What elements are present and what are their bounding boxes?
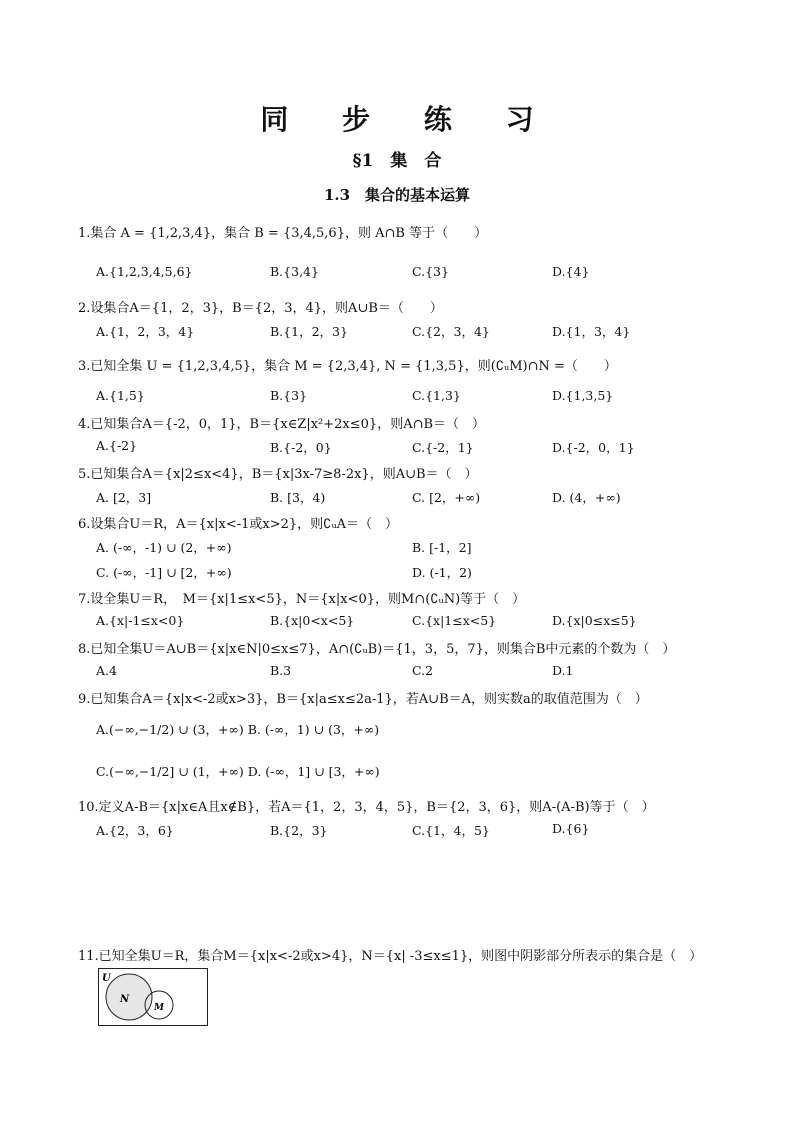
option-c: C.{1，4，5}: [412, 823, 490, 838]
option-a: A.4: [96, 663, 117, 678]
option-a: A.{1,5}: [96, 388, 145, 403]
option-b: B.{1，2，3}: [270, 324, 348, 339]
option-d: D.{4}: [552, 264, 590, 279]
question-3-stem: 3.已知全集 U = {1,2,3,4,5}，集合 M = {2,3,4}, N = {1,3,5}，则(∁ᵤM)∩N =（ ）: [78, 359, 617, 374]
question-3-options: [96, 388, 776, 406]
question-5-stem: 5.已知集合A＝{x|2≤x<4}，B＝{x|3x-7≥8-2x}，则A∪B＝（ ）: [78, 467, 478, 482]
option-b: B.{3}: [270, 388, 308, 403]
question-11-stem: 11.已知全集U＝R，集合M＝{x|x<-2或x>4}，N＝{x| -3≤x≤1}，则图中阴影部分所表示的集合是（ ）: [78, 949, 703, 964]
question-5-options: [96, 488, 776, 506]
question-9-options-line-2: C.(−∞,−1/2] ∪ (1，+∞) D. (-∞，1] ∪ [3，+∞): [96, 764, 380, 779]
option-d: D.{1,3,5}: [552, 388, 614, 403]
question-9-options-line-1: A.(−∞,−1/2) ∪ (3，+∞) B. (-∞，1) ∪ (3，+∞): [96, 722, 380, 737]
question-8-options: [96, 663, 776, 681]
question-9-stem: 9.已知集合A＝{x|x<-2或x>3}，B＝{x|a≤x≤2a-1}，若A∪B＝A，则实数a的取值范围为（ ）: [78, 692, 648, 707]
option-b: B.{2，3}: [270, 823, 328, 838]
option-d: D.1: [552, 663, 574, 678]
option-b: B.{x|0<x<5}: [270, 613, 355, 628]
option-d: D. (-1，2): [412, 565, 472, 580]
m-label: M: [154, 1003, 164, 1013]
option-a: A.{-2}: [96, 438, 138, 453]
option-d: D.{1，3，4}: [552, 324, 631, 339]
option-c: C.2: [412, 663, 434, 678]
option-c: C.{1,3}: [412, 388, 461, 403]
option-d: D.{6}: [552, 821, 590, 836]
u-label: U: [102, 973, 111, 984]
option-b: B. [3，4): [270, 490, 326, 505]
option-c: C. [2，+∞): [412, 490, 481, 505]
question-7-options: [96, 613, 776, 631]
section-heading: §1 集 合: [352, 151, 442, 171]
question-7-stem: 7.设全集U＝R， M＝{x|1≤x<5}，N＝{x|x<0}，则M∩(∁ᵤN)等于（ ）: [78, 592, 526, 607]
question-8-stem: 8.已知全集U＝A∪B＝{x|x∈N|0≤x≤7}，A∩(∁ᵤB)＝{1，3，5，7}，则集合B中元素的个数为（ ）: [78, 642, 676, 657]
question-1-stem: 1.集合 A = {1,2,3,4}，集合 B = {3,4,5,6}，则 A∩B 等于（ ）: [78, 226, 488, 241]
option-d: D. (4，+∞): [552, 490, 621, 505]
question-1-options: [96, 264, 776, 282]
question-4-stem: 4.已知集合A＝{-2，0，1}，B＝{x∈Z|x²+2x≤0}，则A∩B＝（ ）: [78, 417, 486, 432]
n-label: N: [120, 994, 130, 1005]
option-c: C.{2，3，4}: [412, 324, 490, 339]
option-a: A. (-∞，-1) ∪ (2，+∞): [96, 540, 232, 555]
option-a: A.{1,2,3,4,5,6}: [96, 264, 193, 279]
venn-diagram: [98, 968, 208, 1026]
option-a: A.{2，3，6}: [96, 823, 174, 838]
subsection-heading: 1.3 集合的基本运算: [323, 186, 471, 204]
question-6-options-row-1: [96, 538, 776, 556]
option-b: B.{3,4}: [270, 264, 319, 279]
option-b: B.3: [270, 663, 292, 678]
option-a: A.{1，2，3，4}: [96, 324, 195, 339]
question-6-options-row-2: [96, 563, 776, 581]
question-6-stem: 6.设集合U＝R，A＝{x|x<-1或x>2}，则∁ᵤA＝（ ）: [78, 517, 399, 532]
option-d: D.{-2，0，1}: [552, 440, 635, 455]
page-title: 同 步 练 习: [260, 103, 556, 136]
question-2-stem: 2.设集合A＝{1，2，3}，B＝{2，3，4}，则A∪B＝（ ）: [78, 301, 443, 316]
option-c: C.{x|1≤x<5}: [412, 613, 497, 628]
question-2-options: [96, 322, 776, 340]
option-c: C. (-∞，-1] ∪ [2，+∞): [96, 565, 232, 580]
option-b: B. [-1，2]: [412, 540, 472, 555]
option-c: C.{3}: [412, 264, 449, 279]
option-d: D.{x|0≤x≤5}: [552, 613, 637, 628]
option-a: A.{x|-1≤x<0}: [96, 613, 185, 628]
question-4-options: [96, 438, 776, 456]
option-a: A. [2，3]: [96, 490, 152, 505]
option-b: B.{-2，0}: [270, 440, 332, 455]
question-10-stem: 10.定义A-B＝{x|x∈A且x∉B}，若A＝{1，2，3，4，5}，B＝{2，3，6}，则A-(A-B)等于（ ）: [78, 800, 655, 815]
question-10-options: [96, 821, 776, 839]
option-c: C.{-2，1}: [412, 440, 474, 455]
